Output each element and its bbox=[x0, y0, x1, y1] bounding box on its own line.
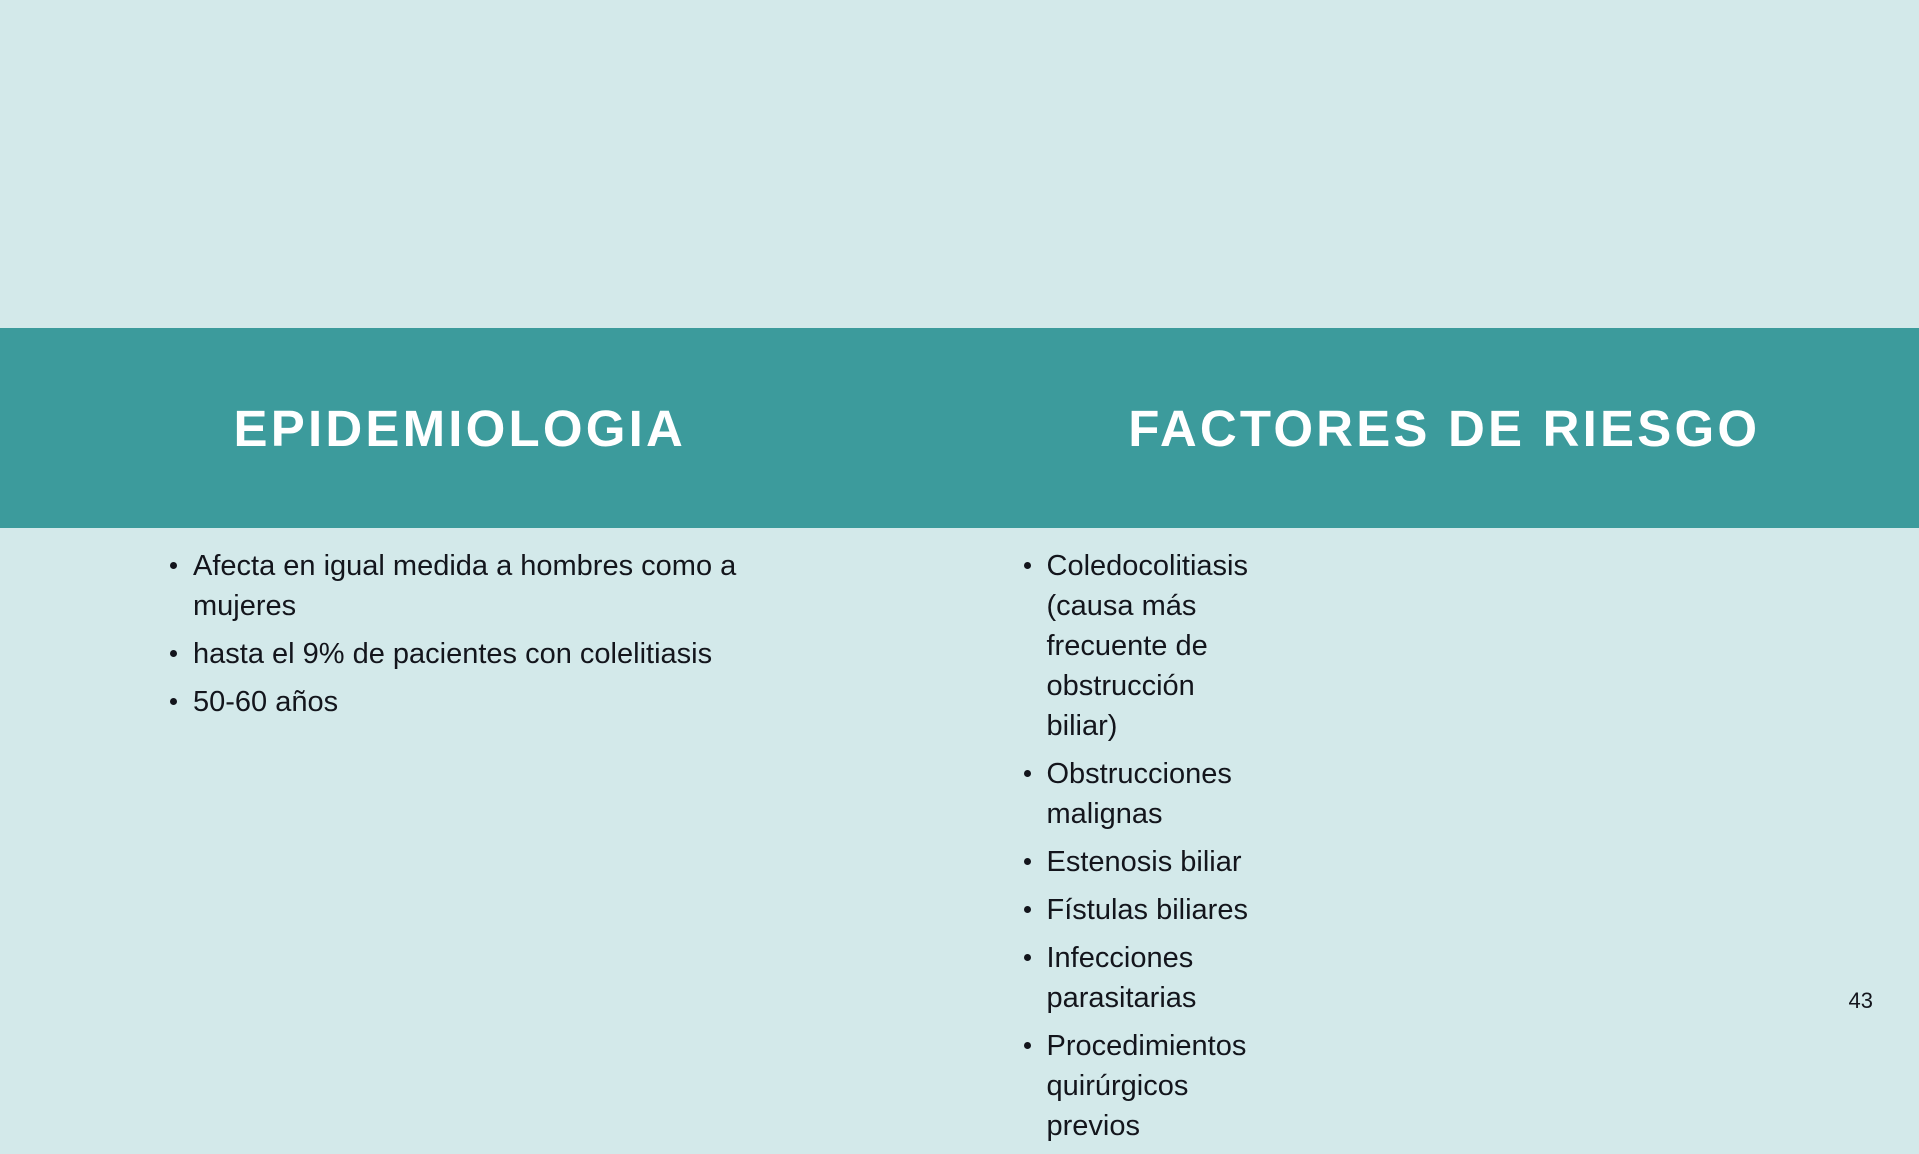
list-item: Infecciones parasitarias bbox=[1020, 938, 1249, 1018]
list-item: hasta el 9% de pacientes con colelitiasis bbox=[166, 634, 780, 674]
list-item: Procedimientos quirúrgicos previos bbox=[1020, 1026, 1249, 1146]
bullet-list-epidemiologia bbox=[166, 546, 780, 722]
section-title-factores-de-riesgo: FACTORES DE RIESGO bbox=[1128, 399, 1760, 458]
list-item: Afecta en igual medida a hombres como a mujeres bbox=[166, 546, 780, 626]
list-item: Obstrucciones malignas bbox=[1020, 754, 1249, 834]
list-item: Fístulas biliares bbox=[1020, 890, 1249, 930]
section-header-band bbox=[0, 328, 1919, 528]
header-column-left bbox=[0, 399, 960, 458]
list-item: Estenosis biliar bbox=[1020, 842, 1249, 882]
page-number: 43 bbox=[1849, 988, 1873, 1014]
list-item: 50-60 años bbox=[166, 682, 780, 722]
content-area bbox=[0, 546, 1919, 1154]
section-title-epidemiologia: EPIDEMIOLOGIA bbox=[234, 399, 686, 458]
header-column-right bbox=[960, 399, 1919, 458]
bullet-list-factores-de-riesgo bbox=[1020, 546, 1249, 1146]
list-item: Coledocolitiasis (causa más frecuente de obstrucción biliar) bbox=[1020, 546, 1249, 746]
